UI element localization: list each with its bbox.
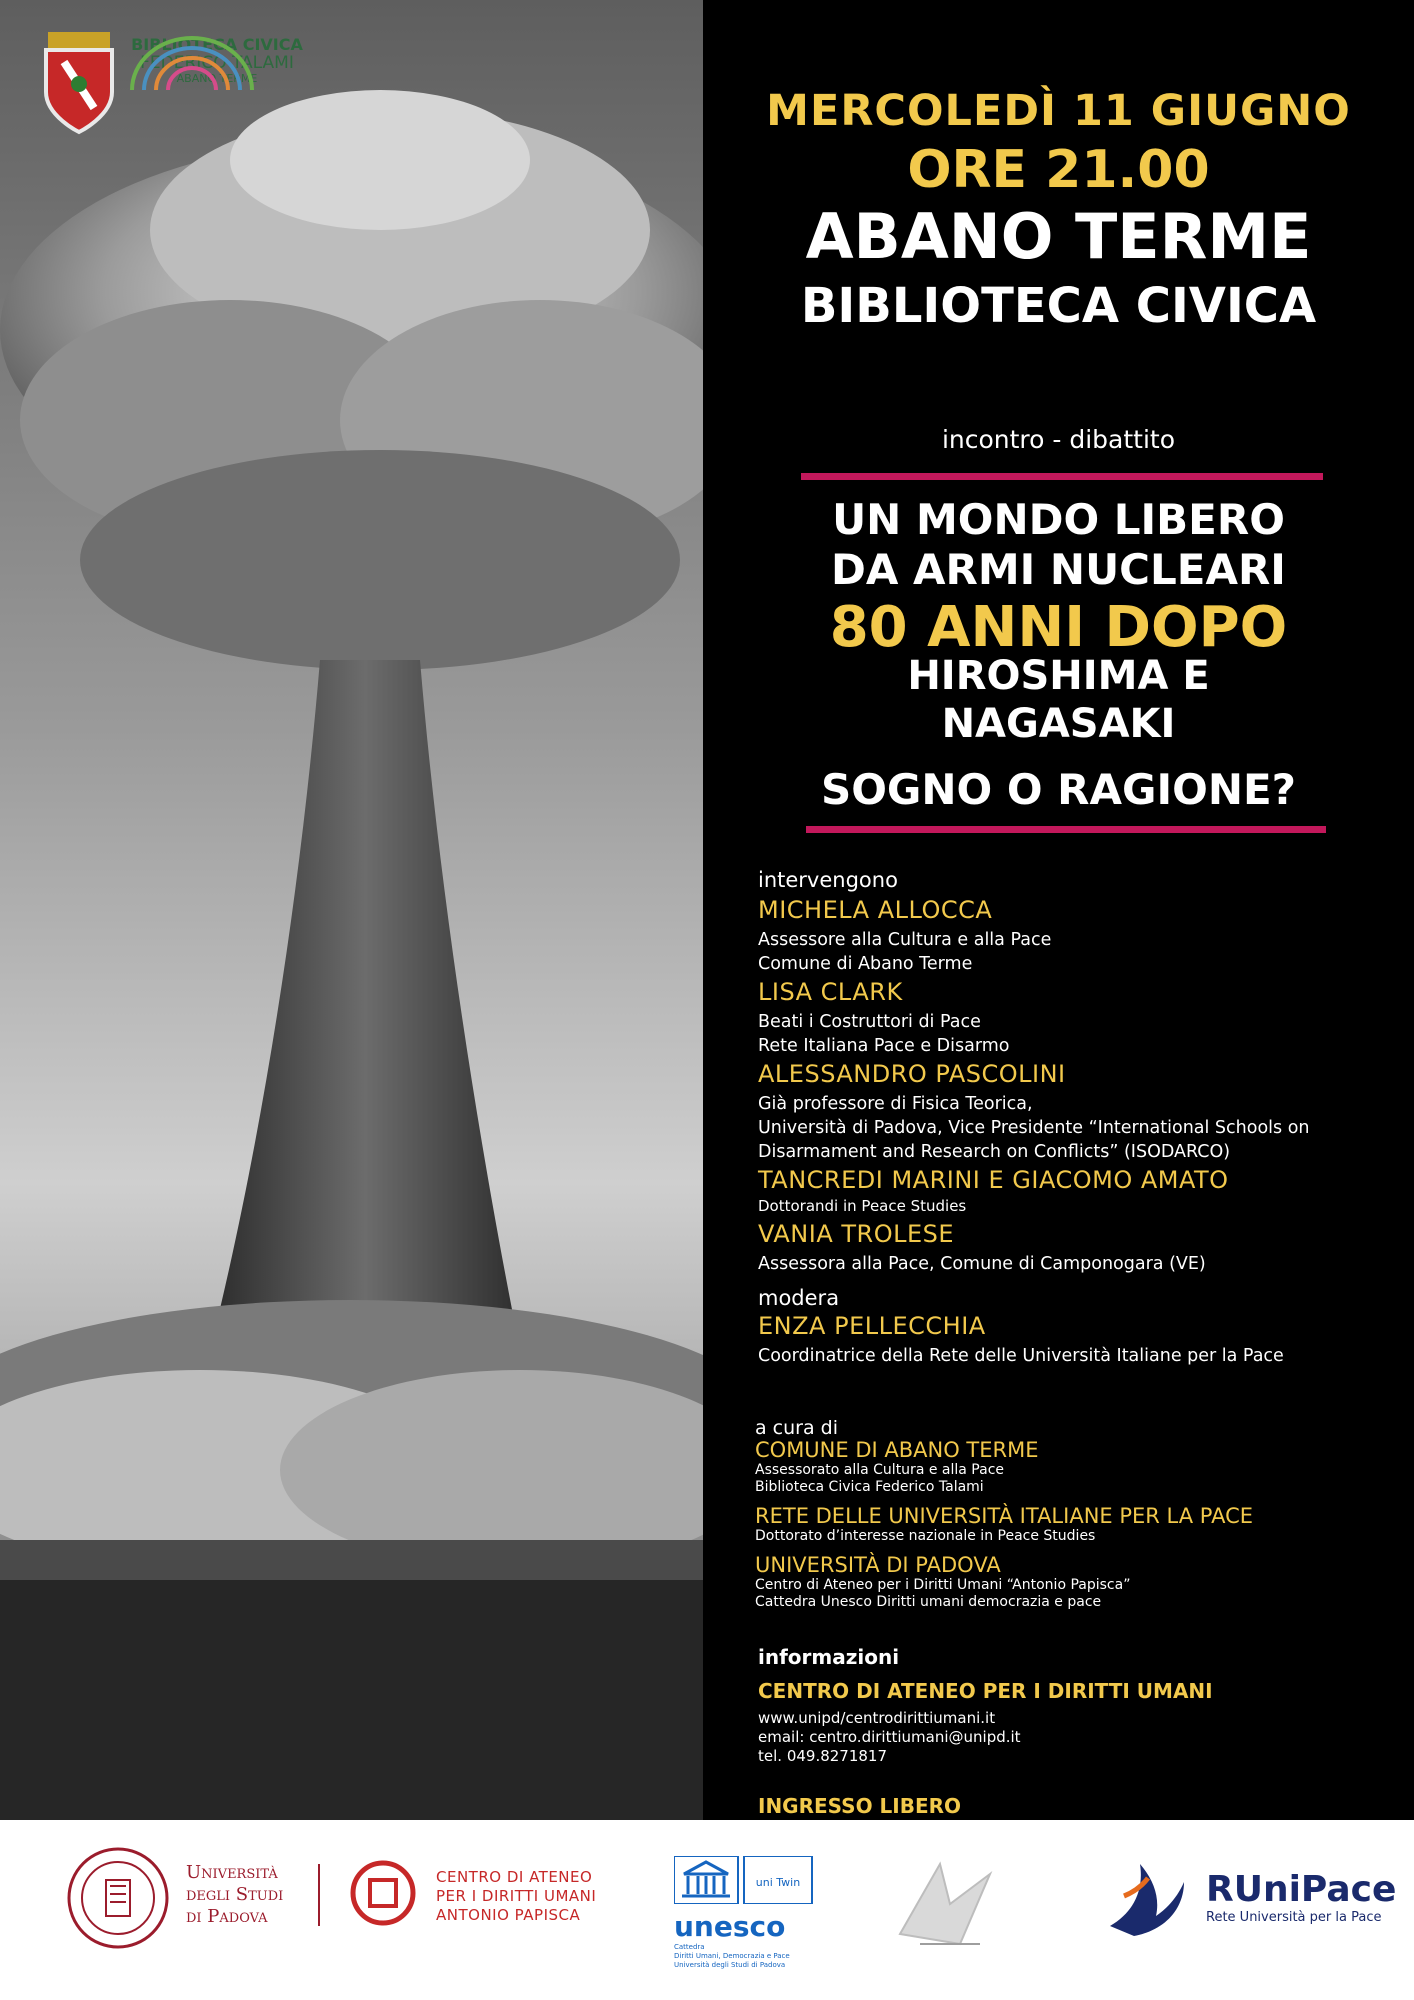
coat-of-arms-icon [38, 32, 120, 136]
info-tel: tel. 049.8271817 [758, 1747, 888, 1765]
speaker-role: Dottorandi in Peace Studies [758, 1197, 967, 1215]
title-subblock [703, 652, 1414, 748]
speaker-role: Disarmament and Research on Conflicts” (ISODARCO) [758, 1142, 1231, 1162]
organizer-detail: Centro di Ateneo per i Diritti Umani “Antonio Papisca” [755, 1577, 1131, 1593]
speaker-name: LISA CLARK [758, 978, 903, 1006]
unipd-logo-text [186, 1862, 283, 1928]
unesco-logo [674, 1856, 814, 1970]
speaker-role: Università di Padova, Vice Presidente “International Schools on [758, 1118, 1310, 1138]
info-org: CENTRO DI ATENEO PER I DIRITTI UMANI [758, 1679, 1213, 1703]
speaker-name: MICHELA ALLOCCA [758, 896, 993, 924]
centro-diritti-icon [350, 1860, 416, 1926]
runipace-dove-icon [1104, 1856, 1188, 1940]
info-email: email: centro.dirittiumani@unipd.it [758, 1728, 1021, 1746]
organizer-name: RETE DELLE UNIVERSITÀ ITALIANE PER LA PACE [755, 1504, 1254, 1528]
moderator-role: Coordinatrice della Rete delle Università Italiane per la Pace [758, 1346, 1284, 1366]
unesco-detail [674, 1943, 814, 1970]
title-line6: SOGNO O RAGIONE? [820, 765, 1297, 814]
info-panel [703, 0, 1414, 1820]
library-logo [122, 36, 312, 86]
organizer-detail: Cattedra Unesco Diritti umani democrazia e pace [755, 1594, 1102, 1610]
unipd-text-line2: degli Studi [186, 1884, 284, 1905]
event-date: MERCOLEDÌ 11 GIUGNO [766, 86, 1351, 136]
organizer-detail: Biblioteca Civica Federico Talami [755, 1479, 984, 1495]
organizers-section [755, 1418, 1405, 1611]
unesco-temple-icon [674, 1856, 814, 1904]
info-label: informazioni [758, 1645, 900, 1669]
event-venue: BIBLIOTECA CIVICA [800, 278, 1317, 334]
title-block [703, 495, 1414, 595]
library-logo-line2: FEDERICO TALAMI [140, 53, 294, 73]
event-kind: incontro - dibattito [941, 425, 1176, 454]
runipace-logo-text [1206, 1870, 1396, 1925]
moderator-label: modera [758, 1286, 840, 1310]
unesco-detail-line1: Cattedra [674, 1943, 705, 1951]
library-arc-icon [122, 36, 262, 92]
dove-icon [880, 1844, 1000, 1964]
organizers-label: a cura di [755, 1417, 839, 1439]
speaker-role: Rete Italiana Pace e Disarmo [758, 1036, 1010, 1056]
title-line3: 80 ANNI DOPO [829, 595, 1288, 660]
info-web: www.unipd/centrodirittiumani.it [758, 1709, 996, 1727]
event-city: ABANO TERME [805, 200, 1312, 273]
organizer-detail: Dottorato d’interesse nazionale in Peace Studies [755, 1528, 1096, 1544]
runipace-wordmark: RUniPace [1206, 1869, 1397, 1910]
library-logo-line1: BIBLIOTECA CIVICA [131, 35, 303, 54]
speaker-name: TANCREDI MARINI E GIACOMO AMATO [758, 1166, 1229, 1194]
centro-text-line1: CENTRO DI ATENEO [436, 1868, 593, 1886]
free-entry: INGRESSO LIBERO [758, 1794, 962, 1818]
library-logo-line3: ABANO TERME [176, 72, 258, 85]
title-line5: NAGASAKI [941, 701, 1176, 747]
unitwin-label: uni Twin [755, 1876, 801, 1889]
event-time: ORE 21.00 [907, 140, 1210, 200]
centro-text-line2: PER I DIRITTI UMANI [436, 1887, 597, 1905]
mushroom-cloud-photo [0, 0, 703, 1820]
mushroom-cloud-image [0, 0, 703, 1820]
title-line1: UN MONDO LIBERO [832, 495, 1285, 544]
unipd-text-line3: di Padova [186, 1906, 268, 1927]
speaker-role: Assessora alla Pace, Comune di Camponogara (VE) [758, 1254, 1206, 1274]
divider-top [801, 473, 1323, 480]
speaker-role: Già professore di Fisica Teorica, [758, 1094, 1033, 1114]
logo-separator [318, 1864, 320, 1926]
title-line2: DA ARMI NUCLEARI [831, 545, 1286, 594]
runipace-subtitle: Rete Università per la Pace [1206, 1910, 1382, 1925]
footer-logos [0, 1820, 1414, 2000]
speaker-role: Assessore alla Cultura e alla Pace [758, 930, 1052, 950]
unipd-seal-icon [66, 1846, 170, 1950]
divider-bottom [806, 826, 1326, 833]
centro-logo-text [436, 1868, 596, 1925]
speakers-label: intervengono [758, 868, 898, 892]
centro-text-line3: ANTONIO PAPISCA [436, 1906, 581, 1924]
organizer-name: COMUNE DI ABANO TERME [755, 1438, 1039, 1462]
speaker-role: Comune di Abano Terme [758, 954, 973, 974]
speakers-section [758, 868, 1408, 1368]
organizer-detail: Assessorato alla Cultura e alla Pace [755, 1462, 1004, 1478]
speaker-name: ALESSANDRO PASCOLINI [758, 1060, 1066, 1088]
speaker-name: VANIA TROLESE [758, 1220, 955, 1248]
speaker-role: Beati i Costruttori di Pace [758, 1012, 981, 1032]
moderator-name: ENZA PELLECCHIA [758, 1312, 986, 1340]
info-section [758, 1645, 1408, 1838]
title-line4: HIROSHIMA E [907, 653, 1210, 699]
unesco-wordmark: unesco [674, 1910, 786, 1943]
organizer-name: UNIVERSITÀ DI PADOVA [755, 1553, 1001, 1577]
unipd-text-line1: Università [186, 1862, 278, 1883]
unesco-detail-line3: Università degli Studi di Padova [674, 1961, 786, 1969]
unesco-detail-line2: Diritti Umani, Democrazia e Pace [674, 1952, 790, 1960]
